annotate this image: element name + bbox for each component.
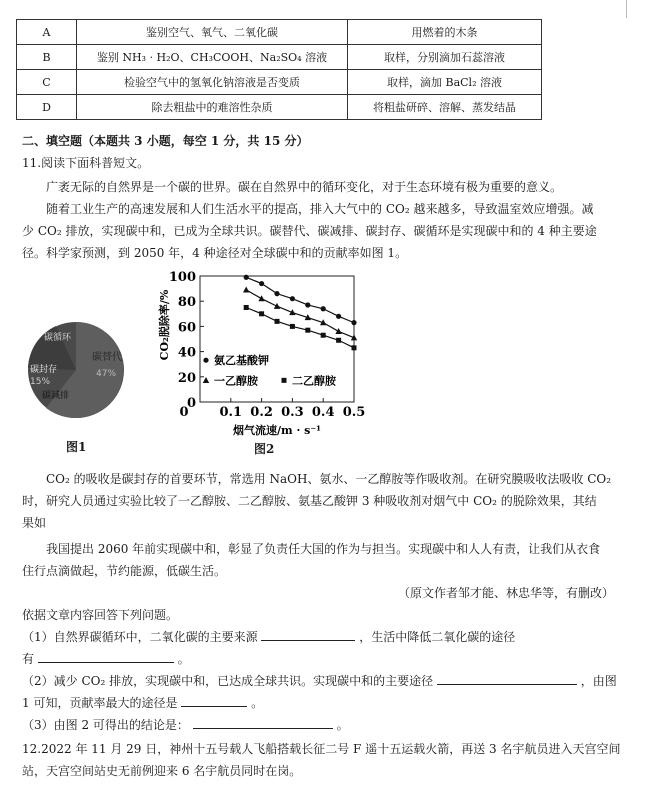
pie-label-substitution-pct: 47% [96,369,117,379]
data-point [259,281,264,286]
data-point [321,306,326,311]
answer-blank-1[interactable] [261,628,355,641]
page-corner-mark [626,0,627,18]
paragraph-4-line-2: 住行点滴做起，节约能源，低碳生活。 [22,564,227,578]
paragraph-3-line-1: CO₂ 的吸收是碳封存的首要环节，常选用 NaOH、氨水、一乙醇胺等作吸收剂。在研究膜吸收法吸收 CO₂ [46,472,612,486]
answer-blank-5[interactable] [193,716,333,729]
option-purpose: 鉴别 NH₃ · H₂O、CH₃COOH、Na₂SO₄ 溶液 [77,45,348,70]
data-point [244,305,249,310]
legend-marker [282,378,287,383]
question-3-line [22,716,349,733]
option-label: A [17,20,77,45]
pie-label-reduction: 碳减排 [42,391,70,401]
answer-blank-2[interactable] [38,650,174,663]
y-axis-label: CO₂脱除率/% [158,289,171,361]
y-tick-label: 80 [177,295,196,311]
question-2-text-a: （2）减少 CO₂ 排放，实现碳中和，已达成全球共识。实现碳中和的主要途径 [22,674,434,688]
legend-marker [203,377,209,383]
data-point [305,328,310,333]
table-row [17,20,542,45]
data-point [275,319,280,324]
x-tick-label: 0.2 [250,405,273,420]
y-tick-label: 60 [177,320,196,336]
question-12-line-1: 12.2022 年 11 月 29 日，神州十五号载人飞船搭载长征二号 F 遥十五运载火箭，再送 3 名宇航员进入天宫空间 [22,742,621,756]
data-point [258,295,264,301]
data-point [321,333,326,338]
data-point [274,303,280,309]
instruction: 依据文章内容回答下列问题。 [22,608,179,622]
x-tick-label: 0.5 [342,405,366,420]
data-point [336,338,341,343]
data-point [259,311,264,316]
paragraph-1: 广袤无际的自然界是一个碳的世界。碳在自然界中的循环变化，对于生态环境有极为重要的意义。 [46,180,563,194]
option-method: 用燃着的木条 [348,20,542,45]
option-purpose: 鉴别空气、氧气、二氧化碳 [77,20,348,45]
legend-label: 氨乙基酸钾 [214,354,269,368]
data-point [335,328,341,334]
question-1-line-1 [22,628,515,645]
question-1-text-a: （1）自然界碳循环中，二氧化碳的主要来源 [22,630,258,644]
question-2-text-b: ，由图 [580,674,617,688]
paragraph-3-line-2: 时，研究人员通过实验比较了一乙醇胺、二乙醇胺、氨基乙酸钾 3 种吸收剂对烟气中 CO₂ 的脱除效果，其结 [22,494,597,508]
question-3-end: 。 [336,718,349,732]
question-11-title: 11.阅读下面科普短文。 [22,156,150,170]
data-point [352,345,357,350]
question-2-line-1 [22,672,617,689]
data-point [290,296,295,301]
y-tick-label: 40 [177,345,196,361]
data-point [305,302,310,307]
data-point [290,324,295,329]
pie-label-storage: 碳封存 [30,365,58,375]
section-heading: 二、填空题（本题共 3 小题，每空 1 分，共 15 分） [22,134,309,148]
pie-label-cycle: 碳循环 [44,333,72,343]
x-tick-label: 0.4 [311,405,335,420]
data-point [243,286,249,292]
data-point [244,275,249,280]
x-tick-label: 0.3 [281,405,304,420]
paragraph-3-line-3: 果如 [22,516,47,530]
source-note: （原文作者邹才能、林忠华等，有删改） [398,586,615,600]
option-method: 取样，分别滴加石蕊溶液 [348,45,542,70]
paragraph-2-line-3: 径。科学家预测，到 2050 年，4 种途径对全球碳中和的贡献率如图 1。 [22,246,408,260]
option-label: D [17,95,77,120]
option-purpose: 检验空气中的氢氧化钠溶液是否变质 [77,70,348,95]
x-tick-label: 0 [179,405,189,420]
question-1-text-b: ，生活中降低二氧化碳的途径 [359,630,516,644]
question-1-line-2 [22,650,190,667]
question-1-text-c: 有 [22,652,35,666]
y-tick-label: 0 [186,396,196,411]
table-row [17,70,542,95]
table-row [17,95,542,120]
data-point [351,320,356,325]
answer-blank-3[interactable] [437,672,577,685]
data-point [336,314,341,319]
option-label: B [17,45,77,70]
paragraph-2-line-1: 随着工业生产的高速发展和人们生活水平的提高，排入大气中的 CO₂ 越来越多，导致温室效应增强。减 [46,202,594,216]
pie-label-substitution: 碳替代 [92,352,122,363]
option-method: 将粗盐研碎、溶解、蒸发结晶 [348,95,542,120]
figure-1-pie [26,318,136,428]
option-label: C [17,70,77,95]
question-2-end: 。 [251,696,264,710]
question-3-text: （3）由图 2 可得出的结论是： [22,718,189,732]
question-2-text-c: 1 可知，贡献率最大的途径是 [22,696,178,710]
figure-1-caption: 图1 [66,440,87,454]
paragraph-2-line-2: 少 CO₂ 排放，实现碳中和，已成为全球共识。碳替代、碳减排、碳封存、碳循环是实现碳中和的 4 种主要途 [22,224,597,238]
question-12-line-2: 站，天宫空间站史无前例迎来 6 名宇航员同时在岗。 [22,764,302,778]
options-table [16,19,542,120]
x-tick-label: 0.1 [219,405,243,420]
x-axis-label: 烟气流速/m · s⁻¹ [233,424,321,437]
figure-2-caption: 图2 [254,442,275,456]
data-point [274,291,279,296]
question-1-end: 。 [177,652,190,666]
option-purpose: 除去粗盐中的难溶性杂质 [77,95,348,120]
figure-2-line-chart [148,266,384,442]
table-row [17,45,542,70]
pie-label-storage-pct: 15% [30,377,51,387]
question-2-line-2 [22,694,263,711]
legend-label: 二乙醇胺 [292,374,336,388]
option-method: 取样，滴加 BaCl₂ 溶液 [348,70,542,95]
answer-blank-4[interactable] [181,694,247,707]
legend-marker [203,358,208,363]
legend-label: 一乙醇胺 [214,374,258,388]
paragraph-4-line-1: 我国提出 2060 年前实现碳中和，彰显了负责任大国的作为与担当。实现碳中和人人有责，让我们从衣食 [46,542,601,556]
y-tick-label: 100 [168,270,196,285]
y-tick-label: 20 [177,370,196,386]
